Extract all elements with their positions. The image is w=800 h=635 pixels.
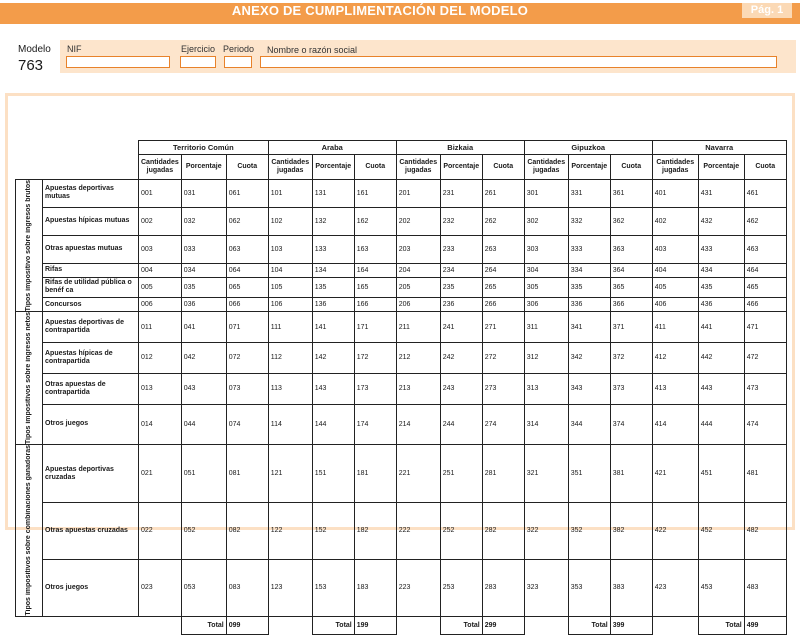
- code-cell[interactable]: 083: [226, 559, 268, 616]
- code-cell[interactable]: 361: [610, 180, 652, 208]
- code-cell[interactable]: 472: [744, 343, 786, 374]
- code-cell[interactable]: 236: [440, 298, 482, 312]
- code-cell[interactable]: 051: [181, 445, 226, 502]
- code-cell[interactable]: 213: [396, 373, 440, 404]
- table-row: [16, 207, 787, 235]
- row-label: Otros juegos: [43, 404, 139, 445]
- code-cell[interactable]: 443: [698, 373, 744, 404]
- code-cell[interactable]: 142: [312, 343, 354, 374]
- code-cell[interactable]: 402: [652, 207, 698, 235]
- total-label: Total: [440, 617, 482, 635]
- page-title: ANEXO DE CUMPLIMENTACIÓN DEL MODELO: [231, 3, 529, 18]
- code-cell[interactable]: 173: [354, 373, 396, 404]
- table-row: [16, 502, 787, 559]
- code-cell[interactable]: 064: [226, 263, 268, 277]
- code-cell[interactable]: 282: [482, 502, 524, 559]
- code-cell[interactable]: 121: [268, 445, 312, 502]
- code-cell[interactable]: 374: [610, 404, 652, 445]
- column-header: Cantidades jugadas: [139, 155, 182, 180]
- code-cell[interactable]: 023: [139, 559, 182, 616]
- code-cell[interactable]: 205: [396, 277, 440, 298]
- code-cell[interactable]: 151: [312, 445, 354, 502]
- code-cell[interactable]: 052: [181, 502, 226, 559]
- code-cell[interactable]: 112: [268, 343, 312, 374]
- code-cell[interactable]: 201: [396, 180, 440, 208]
- code-cell[interactable]: 306: [524, 298, 568, 312]
- group-label: Tipos impositivo sobre ingresos brutos: [25, 180, 32, 312]
- modelo-number: 763: [18, 57, 44, 74]
- code-cell[interactable]: 366: [610, 298, 652, 312]
- code-cell[interactable]: 321: [524, 445, 568, 502]
- code-cell[interactable]: 131: [312, 180, 354, 208]
- code-cell[interactable]: 063: [226, 235, 268, 263]
- code-cell[interactable]: 332: [568, 207, 610, 235]
- code-cell[interactable]: 071: [226, 312, 268, 343]
- code-cell[interactable]: 304: [524, 263, 568, 277]
- code-cell[interactable]: 233: [440, 235, 482, 263]
- row-label: Otras apuestas cruzadas: [43, 502, 139, 559]
- code-cell[interactable]: 211: [396, 312, 440, 343]
- code-cell[interactable]: 106: [268, 298, 312, 312]
- code-cell[interactable]: 343: [568, 373, 610, 404]
- code-cell[interactable]: 314: [524, 404, 568, 445]
- table-row: [16, 312, 787, 343]
- code-cell[interactable]: 022: [139, 502, 182, 559]
- code-cell[interactable]: 421: [652, 445, 698, 502]
- code-cell[interactable]: 033: [181, 235, 226, 263]
- code-cell[interactable]: 066: [226, 298, 268, 312]
- total-row: [16, 617, 787, 635]
- code-cell[interactable]: 273: [482, 373, 524, 404]
- code-cell[interactable]: 002: [139, 207, 182, 235]
- code-cell[interactable]: 081: [226, 445, 268, 502]
- table-row: [16, 373, 787, 404]
- code-cell[interactable]: 271: [482, 312, 524, 343]
- column-header: Porcentaje: [698, 155, 744, 180]
- code-cell[interactable]: 466: [744, 298, 786, 312]
- code-cell[interactable]: 312: [524, 343, 568, 374]
- table-row: [16, 559, 787, 616]
- table-row: [16, 343, 787, 374]
- code-cell[interactable]: 165: [354, 277, 396, 298]
- territory-header: Bizkaia: [396, 141, 524, 155]
- code-cell[interactable]: 183: [354, 559, 396, 616]
- code-cell[interactable]: 074: [226, 404, 268, 445]
- code-cell[interactable]: 114: [268, 404, 312, 445]
- code-cell[interactable]: 313: [524, 373, 568, 404]
- code-cell[interactable]: 113: [268, 373, 312, 404]
- code-cell[interactable]: 123: [268, 559, 312, 616]
- code-cell[interactable]: 122: [268, 502, 312, 559]
- code-cell[interactable]: 003: [139, 235, 182, 263]
- code-cell[interactable]: 406: [652, 298, 698, 312]
- code-cell[interactable]: 371: [610, 312, 652, 343]
- code-cell[interactable]: 434: [698, 263, 744, 277]
- code-cell[interactable]: 153: [312, 559, 354, 616]
- group-label: Tipos impositivos sobre combinaciones ganadoras: [25, 445, 32, 617]
- code-cell[interactable]: 144: [312, 404, 354, 445]
- code-cell[interactable]: 382: [610, 502, 652, 559]
- code-cell[interactable]: 212: [396, 343, 440, 374]
- total-code-cell[interactable]: 299: [482, 617, 524, 635]
- code-cell[interactable]: 202: [396, 207, 440, 235]
- code-cell[interactable]: 105: [268, 277, 312, 298]
- code-cell[interactable]: 241: [440, 312, 482, 343]
- code-cell[interactable]: 422: [652, 502, 698, 559]
- code-cell[interactable]: 011: [139, 312, 182, 343]
- code-cell[interactable]: 034: [181, 263, 226, 277]
- table-row: [16, 263, 787, 277]
- code-cell[interactable]: 423: [652, 559, 698, 616]
- code-cell[interactable]: 014: [139, 404, 182, 445]
- code-cell[interactable]: 042: [181, 343, 226, 374]
- code-cell[interactable]: 013: [139, 373, 182, 404]
- periodo-field[interactable]: [224, 56, 252, 68]
- code-cell[interactable]: 136: [312, 298, 354, 312]
- row-label: Concursos: [43, 298, 139, 312]
- column-header-row: [16, 155, 787, 180]
- code-cell[interactable]: 082: [226, 502, 268, 559]
- code-cell[interactable]: 001: [139, 180, 182, 208]
- code-cell[interactable]: 141: [312, 312, 354, 343]
- code-cell[interactable]: 206: [396, 298, 440, 312]
- code-cell[interactable]: 303: [524, 235, 568, 263]
- code-cell[interactable]: 301: [524, 180, 568, 208]
- nombre-field[interactable]: [260, 56, 777, 68]
- code-cell[interactable]: 073: [226, 373, 268, 404]
- code-cell[interactable]: 436: [698, 298, 744, 312]
- code-cell[interactable]: 166: [354, 298, 396, 312]
- row-label: Rifas de utilidad pública o benéf ca: [43, 277, 139, 298]
- code-cell[interactable]: 265: [482, 277, 524, 298]
- row-label: Rifas: [43, 263, 139, 277]
- code-cell[interactable]: 482: [744, 502, 786, 559]
- code-cell[interactable]: 162: [354, 207, 396, 235]
- code-cell[interactable]: 453: [698, 559, 744, 616]
- code-cell[interactable]: 111: [268, 312, 312, 343]
- column-header: Cuota: [482, 155, 524, 180]
- code-cell[interactable]: 431: [698, 180, 744, 208]
- code-cell[interactable]: 302: [524, 207, 568, 235]
- code-cell[interactable]: 012: [139, 343, 182, 374]
- group-label: Tipos impositivos sobre ingresos netos: [25, 312, 32, 445]
- table-row: [16, 445, 787, 502]
- code-cell[interactable]: 221: [396, 445, 440, 502]
- code-cell[interactable]: 311: [524, 312, 568, 343]
- code-cell[interactable]: 481: [744, 445, 786, 502]
- nif-label: NIF: [67, 44, 82, 54]
- row-label: Apuestas deportivas de contrapartida: [43, 312, 139, 343]
- column-header: Porcentaje: [568, 155, 610, 180]
- code-cell[interactable]: 451: [698, 445, 744, 502]
- code-cell[interactable]: 072: [226, 343, 268, 374]
- code-cell[interactable]: 281: [482, 445, 524, 502]
- code-cell[interactable]: 171: [354, 312, 396, 343]
- code-cell[interactable]: 133: [312, 235, 354, 263]
- code-cell[interactable]: 404: [652, 263, 698, 277]
- territory-header: Navarra: [652, 141, 786, 155]
- territory-header-row: [16, 141, 787, 155]
- code-cell[interactable]: 143: [312, 373, 354, 404]
- code-cell[interactable]: 272: [482, 343, 524, 374]
- code-cell[interactable]: 283: [482, 559, 524, 616]
- total-code-cell[interactable]: 499: [744, 617, 786, 635]
- code-cell[interactable]: 244: [440, 404, 482, 445]
- code-cell[interactable]: 341: [568, 312, 610, 343]
- code-cell[interactable]: 262: [482, 207, 524, 235]
- code-cell[interactable]: 323: [524, 559, 568, 616]
- territory-header: Araba: [268, 141, 396, 155]
- column-header: Porcentaje: [312, 155, 354, 180]
- code-cell[interactable]: 005: [139, 277, 182, 298]
- row-label: Otros juegos: [43, 559, 139, 616]
- code-cell[interactable]: 435: [698, 277, 744, 298]
- code-cell[interactable]: 104: [268, 263, 312, 277]
- territory-header: Gipuzkoa: [524, 141, 652, 155]
- code-cell[interactable]: 333: [568, 235, 610, 263]
- ejercicio-label: Ejercicio: [181, 44, 216, 54]
- column-header: Cuota: [610, 155, 652, 180]
- code-cell[interactable]: 464: [744, 263, 786, 277]
- code-cell[interactable]: 352: [568, 502, 610, 559]
- code-cell[interactable]: 172: [354, 343, 396, 374]
- nombre-label: Nombre o razón social: [267, 45, 358, 55]
- code-cell[interactable]: 441: [698, 312, 744, 343]
- code-cell[interactable]: 251: [440, 445, 482, 502]
- code-cell[interactable]: 242: [440, 343, 482, 374]
- row-label: Apuestas hípicas mutuas: [43, 207, 139, 235]
- total-label: Total: [568, 617, 610, 635]
- code-cell[interactable]: 411: [652, 312, 698, 343]
- total-label: Total: [312, 617, 354, 635]
- code-cell[interactable]: 053: [181, 559, 226, 616]
- column-header: Cantidades jugadas: [524, 155, 568, 180]
- code-cell[interactable]: 164: [354, 263, 396, 277]
- code-cell[interactable]: 462: [744, 207, 786, 235]
- table-row: [16, 277, 787, 298]
- code-cell[interactable]: 266: [482, 298, 524, 312]
- code-cell[interactable]: 032: [181, 207, 226, 235]
- code-cell[interactable]: 065: [226, 277, 268, 298]
- code-cell[interactable]: 134: [312, 263, 354, 277]
- code-cell[interactable]: 335: [568, 277, 610, 298]
- code-cell[interactable]: 474: [744, 404, 786, 445]
- code-cell[interactable]: 362: [610, 207, 652, 235]
- code-cell[interactable]: 234: [440, 263, 482, 277]
- code-cell[interactable]: 274: [482, 404, 524, 445]
- code-cell[interactable]: 442: [698, 343, 744, 374]
- code-cell[interactable]: 102: [268, 207, 312, 235]
- code-cell[interactable]: 336: [568, 298, 610, 312]
- code-cell[interactable]: 214: [396, 404, 440, 445]
- code-cell[interactable]: 253: [440, 559, 482, 616]
- code-cell[interactable]: 181: [354, 445, 396, 502]
- code-cell[interactable]: 263: [482, 235, 524, 263]
- column-header: Cantidades jugadas: [652, 155, 698, 180]
- column-header: Cuota: [354, 155, 396, 180]
- code-cell[interactable]: 322: [524, 502, 568, 559]
- row-label: Otras apuestas mutuas: [43, 235, 139, 263]
- code-cell[interactable]: 243: [440, 373, 482, 404]
- column-header: Cantidades jugadas: [268, 155, 312, 180]
- code-cell[interactable]: 135: [312, 277, 354, 298]
- code-cell[interactable]: 062: [226, 207, 268, 235]
- code-cell[interactable]: 264: [482, 263, 524, 277]
- total-code-cell[interactable]: 199: [354, 617, 396, 635]
- code-cell[interactable]: 412: [652, 343, 698, 374]
- territory-header: Territorio Común: [139, 141, 269, 155]
- code-cell[interactable]: 252: [440, 502, 482, 559]
- code-cell[interactable]: 444: [698, 404, 744, 445]
- code-cell[interactable]: 305: [524, 277, 568, 298]
- code-cell[interactable]: 043: [181, 373, 226, 404]
- code-cell[interactable]: 473: [744, 373, 786, 404]
- code-cell[interactable]: 204: [396, 263, 440, 277]
- table-row: [16, 235, 787, 263]
- total-label: Total: [181, 617, 226, 635]
- code-cell[interactable]: 031: [181, 180, 226, 208]
- code-cell[interactable]: 351: [568, 445, 610, 502]
- group-label-cell: [16, 445, 43, 617]
- column-header: Cantidades jugadas: [396, 155, 440, 180]
- code-cell[interactable]: 373: [610, 373, 652, 404]
- row-label: Apuestas deportivas cruzadas: [43, 445, 139, 502]
- code-cell[interactable]: 483: [744, 559, 786, 616]
- code-cell[interactable]: 232: [440, 207, 482, 235]
- liquidation-table: [15, 140, 787, 635]
- total-label: Total: [698, 617, 744, 635]
- code-cell[interactable]: 006: [139, 298, 182, 312]
- code-cell[interactable]: 231: [440, 180, 482, 208]
- code-cell[interactable]: 461: [744, 180, 786, 208]
- page-number-badge: Pág. 1: [742, 3, 792, 18]
- code-cell[interactable]: 223: [396, 559, 440, 616]
- code-cell[interactable]: 203: [396, 235, 440, 263]
- nif-field[interactable]: [66, 56, 170, 68]
- code-cell[interactable]: 405: [652, 277, 698, 298]
- code-cell[interactable]: 174: [354, 404, 396, 445]
- table-row: [16, 298, 787, 312]
- code-cell[interactable]: 363: [610, 235, 652, 263]
- code-cell[interactable]: 101: [268, 180, 312, 208]
- code-cell[interactable]: 401: [652, 180, 698, 208]
- group-label-cell: [16, 312, 43, 445]
- code-cell[interactable]: 004: [139, 263, 182, 277]
- column-header: Porcentaje: [181, 155, 226, 180]
- code-cell[interactable]: 344: [568, 404, 610, 445]
- code-cell[interactable]: 383: [610, 559, 652, 616]
- periodo-label: Periodo: [223, 44, 255, 54]
- code-cell[interactable]: 021: [139, 445, 182, 502]
- code-cell[interactable]: 235: [440, 277, 482, 298]
- code-cell[interactable]: 161: [354, 180, 396, 208]
- table-row: [16, 180, 787, 208]
- code-cell[interactable]: 041: [181, 312, 226, 343]
- code-cell[interactable]: 342: [568, 343, 610, 374]
- code-cell[interactable]: 432: [698, 207, 744, 235]
- code-cell[interactable]: 372: [610, 343, 652, 374]
- row-label: Otras apuestas de contrapartida: [43, 373, 139, 404]
- total-code-cell[interactable]: 099: [226, 617, 268, 635]
- code-cell[interactable]: 353: [568, 559, 610, 616]
- row-label: Apuestas deportivas mutuas: [43, 180, 139, 208]
- code-cell[interactable]: 381: [610, 445, 652, 502]
- ejercicio-field[interactable]: [180, 56, 216, 68]
- code-cell[interactable]: 413: [652, 373, 698, 404]
- code-cell[interactable]: 132: [312, 207, 354, 235]
- code-cell[interactable]: 331: [568, 180, 610, 208]
- modelo-label: Modelo: [18, 44, 51, 55]
- total-code-cell[interactable]: 399: [610, 617, 652, 635]
- code-cell[interactable]: 452: [698, 502, 744, 559]
- code-cell[interactable]: 163: [354, 235, 396, 263]
- code-cell[interactable]: 465: [744, 277, 786, 298]
- code-cell[interactable]: 152: [312, 502, 354, 559]
- group-label-cell: [16, 180, 43, 312]
- code-cell[interactable]: 471: [744, 312, 786, 343]
- row-label: Apuestas hípicas de contrapartida: [43, 343, 139, 374]
- code-cell[interactable]: 403: [652, 235, 698, 263]
- code-cell[interactable]: 364: [610, 263, 652, 277]
- code-cell[interactable]: 044: [181, 404, 226, 445]
- column-header: Porcentaje: [440, 155, 482, 180]
- code-cell[interactable]: 365: [610, 277, 652, 298]
- code-cell[interactable]: 035: [181, 277, 226, 298]
- table-row: [16, 404, 787, 445]
- code-cell[interactable]: 433: [698, 235, 744, 263]
- code-cell[interactable]: 103: [268, 235, 312, 263]
- code-cell[interactable]: 036: [181, 298, 226, 312]
- code-cell[interactable]: 414: [652, 404, 698, 445]
- code-cell[interactable]: 222: [396, 502, 440, 559]
- column-header: Cuota: [744, 155, 786, 180]
- code-cell[interactable]: 463: [744, 235, 786, 263]
- column-header: Cuota: [226, 155, 268, 180]
- code-cell[interactable]: 061: [226, 180, 268, 208]
- code-cell[interactable]: 334: [568, 263, 610, 277]
- code-cell[interactable]: 261: [482, 180, 524, 208]
- code-cell[interactable]: 182: [354, 502, 396, 559]
